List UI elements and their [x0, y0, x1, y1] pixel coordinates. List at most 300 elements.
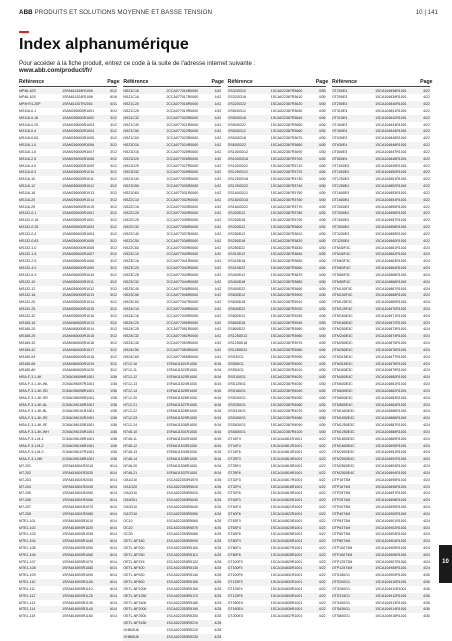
- cell-product-code[interactable]: 2CCA077041R0000: [166, 259, 199, 264]
- cell-product-code[interactable]: 1SCA022387R3890: [270, 286, 303, 291]
- cell-product-code[interactable]: 1SCA104897R1001: [375, 491, 407, 496]
- cell-product-code[interactable]: 1SCA104915R1001: [375, 614, 407, 619]
- cell-product-code[interactable]: 1SCA022387R4070: [270, 409, 303, 414]
- cell-product-code[interactable]: 1SCA104840R1001: [375, 102, 407, 107]
- cell-product-code[interactable]: 1SCA022353R5070: [166, 525, 198, 530]
- cell-product-code[interactable]: 1SCA022387R3910: [270, 300, 303, 305]
- cell-product-code[interactable]: 2CCA077047R0000: [166, 300, 199, 305]
- cell-product-code[interactable]: 1SCA022387R4090: [270, 423, 303, 428]
- cell-product-code[interactable]: 1SCA022387R3770: [270, 204, 303, 209]
- cell-product-code[interactable]: 1SCA104884R1001: [375, 402, 407, 407]
- cell-product-code[interactable]: 1SCA022387R3990: [270, 354, 303, 359]
- cell-product-code[interactable]: 1SCA104857R1001: [375, 218, 407, 223]
- cell-product-code[interactable]: 1SCA022387R4040: [270, 388, 303, 393]
- cell-product-code[interactable]: 1SCA104850R1001: [375, 170, 407, 175]
- cell-product-code[interactable]: 1SFA616001R2060: [62, 498, 94, 503]
- cell-product-code[interactable]: 2CCA077019R0000: [166, 108, 199, 113]
- cell-product-code[interactable]: 1SAM350000R1006: [62, 245, 95, 250]
- cell-product-code[interactable]: 1SFA611525R1000: [166, 388, 198, 393]
- cell-product-code[interactable]: 1SCA022387R3630: [270, 108, 303, 113]
- cell-product-code[interactable]: 1SCA022387R3750: [270, 190, 303, 195]
- cell-product-code[interactable]: 1SCA104892R1001: [375, 457, 407, 462]
- cell-product-code[interactable]: 2CMA196100R1001: [62, 402, 95, 407]
- cell-product-code[interactable]: 1SCA022353R5060: [166, 518, 198, 523]
- cell-product-code[interactable]: 1SAM250000R1003: [62, 122, 95, 127]
- cell-product-code[interactable]: 1SAM350000R1011: [62, 279, 94, 284]
- cell-product-code[interactable]: 1SCA104852R1001: [375, 184, 407, 189]
- cell-product-code[interactable]: 1SAM460000R1020: [62, 368, 95, 373]
- cell-product-code[interactable]: 1SCA022353R5210: [166, 621, 198, 626]
- cell-product-code[interactable]: 2CMA196105R1001: [62, 436, 95, 441]
- cell-product-code[interactable]: 1SCA104869R1001: [375, 300, 407, 305]
- cell-product-code[interactable]: 1SCA104855R1001: [375, 204, 407, 209]
- cell-product-code[interactable]: 1SAM250000R1011: [62, 177, 94, 182]
- cell-product-code[interactable]: 2CCA077046R0000: [166, 293, 199, 298]
- cell-product-code[interactable]: 1SFA611523R1000: [166, 375, 198, 380]
- cell-product-code[interactable]: 1SCA022353R5010: [166, 484, 198, 489]
- cell-product-code[interactable]: 2CMA196101R1001: [62, 409, 95, 414]
- cell-product-code[interactable]: 1SFA616093R1080: [62, 566, 94, 571]
- cell-product-code[interactable]: 2CMA196106R1001: [62, 443, 95, 448]
- cell-product-code[interactable]: 1SCA022353R5160: [166, 586, 198, 591]
- cell-product-code[interactable]: 2CCA077023R0000: [166, 136, 199, 141]
- cell-product-code[interactable]: 1SAM460000R1018: [62, 354, 95, 359]
- cell-product-code[interactable]: 1SFA616093R1110: [62, 586, 93, 591]
- cell-product-code[interactable]: 1SCA104913R1001: [375, 600, 407, 605]
- cell-product-code[interactable]: 1SCA022387R3860: [270, 266, 303, 271]
- cell-product-code[interactable]: 2CCA077017R0000: [166, 95, 199, 100]
- cell-product-code[interactable]: 1SFA616093R1130: [62, 600, 93, 605]
- cell-product-code[interactable]: 1SFA611521R1000: [166, 361, 198, 366]
- cell-product-code[interactable]: 1SCA022353R5040: [166, 505, 198, 510]
- cell-product-code[interactable]: 1SCA022387R3840: [270, 252, 303, 257]
- product-url-link[interactable]: www.abb.com/product/fr/: [19, 67, 92, 75]
- cell-product-code[interactable]: 1SCA104838R1001: [375, 88, 407, 93]
- cell-product-code[interactable]: 1SCA104825R1001: [270, 532, 303, 537]
- cell-product-code[interactable]: 1SCA104854R1001: [375, 197, 407, 202]
- cell-product-code[interactable]: 1SCA022353R5230: [166, 634, 198, 639]
- cell-product-code[interactable]: 1SCA104833R1001: [270, 586, 303, 591]
- cell-product-code[interactable]: 2CMA196102R1001: [62, 416, 95, 421]
- cell-product-code[interactable]: 1SCA104886R1001: [375, 416, 407, 421]
- cell-product-code[interactable]: 1SCA104899R1001: [375, 505, 407, 510]
- cell-product-code[interactable]: 2CMA196103R1001: [62, 423, 95, 428]
- cell-product-code[interactable]: 1SFA616001R2040: [62, 484, 94, 489]
- cell-product-code[interactable]: 1SCA022353R5120: [166, 559, 198, 564]
- cell-product-code[interactable]: 1SCA104847R1001: [375, 149, 407, 154]
- cell-product-code[interactable]: 1SCA022353R4970: [166, 477, 198, 482]
- cell-product-code[interactable]: 1SAM460000R1019: [62, 361, 95, 366]
- cell-product-code[interactable]: 1SCA022387R3610: [270, 95, 303, 100]
- cell-product-code[interactable]: 1SFA616001R2070: [62, 505, 94, 510]
- cell-product-code[interactable]: 1SAM350000R1003: [62, 225, 95, 230]
- cell-product-code[interactable]: 1SCA104865R1001: [375, 272, 407, 277]
- cell-product-code[interactable]: 1SCA022387R3880: [270, 279, 303, 284]
- cell-product-code[interactable]: 1SCA022387R3930: [270, 313, 303, 318]
- cell-product-code[interactable]: 1SCA022353R5110: [166, 552, 198, 557]
- cell-product-code[interactable]: 1SFA611522R1000: [166, 368, 198, 373]
- cell-product-code[interactable]: 1SCA104866R1001: [375, 279, 407, 284]
- cell-product-code[interactable]: 1SFA611530R1000: [166, 423, 198, 428]
- cell-product-code[interactable]: 2CCA077052R0000: [166, 334, 199, 339]
- cell-product-code[interactable]: 1SCA104910R1001: [375, 580, 407, 585]
- cell-product-code[interactable]: 1SCA022387R3810: [270, 231, 303, 236]
- cell-product-code[interactable]: 1SCA104900R1001: [375, 511, 407, 516]
- cell-product-code[interactable]: 1SCA022387R3700: [270, 156, 303, 161]
- cell-product-code[interactable]: 1SCA104862R1001: [375, 252, 407, 257]
- cell-product-code[interactable]: 1SCA104821R1001: [270, 505, 303, 510]
- cell-product-code[interactable]: 1SFA611518R1006: [62, 88, 93, 93]
- cell-product-code[interactable]: 1SCA104863R1001: [375, 259, 407, 264]
- cell-product-code[interactable]: 1SCA022387R3640: [270, 115, 303, 120]
- cell-product-code[interactable]: 2CCA077028R0000: [166, 170, 199, 175]
- cell-product-code[interactable]: 1SAM250000R1009: [62, 163, 95, 168]
- cell-product-code[interactable]: 1SFA611528R1000: [166, 409, 198, 414]
- cell-product-code[interactable]: 1SFA611531R1000: [166, 429, 198, 434]
- cell-product-code[interactable]: 1SCA104909R1001: [375, 573, 407, 578]
- cell-product-code[interactable]: 1SCA022353R5150: [166, 580, 198, 585]
- cell-product-code[interactable]: 1SCA104901R1001: [375, 518, 407, 523]
- cell-product-code[interactable]: 1SCA022353R5200: [166, 614, 198, 619]
- cell-product-code[interactable]: 1SCA022387R4060: [270, 402, 303, 407]
- cell-product-code[interactable]: 1SCA104890R1001: [375, 443, 407, 448]
- cell-product-code[interactable]: 1SFA611527R2001: [62, 102, 93, 107]
- cell-product-code[interactable]: 1SFA616093R1010: [62, 518, 94, 523]
- cell-product-code[interactable]: 1SCA104828R1001: [270, 552, 303, 557]
- cell-product-code[interactable]: 1SCA022387R3850: [270, 259, 303, 264]
- cell-product-code[interactable]: 1SFA611526R1000: [166, 395, 198, 400]
- cell-product-code[interactable]: 1SCA104864R1001: [375, 266, 407, 271]
- cell-product-code[interactable]: 1SCA022387R4100: [270, 429, 303, 434]
- cell-product-code[interactable]: 1SCA104844R1001: [375, 129, 407, 134]
- cell-product-code[interactable]: 1SCA022353R5190: [166, 607, 198, 612]
- cell-product-code[interactable]: 1SCA104868R1001: [375, 293, 407, 298]
- cell-product-code[interactable]: 1SCA104891R1001: [375, 450, 407, 455]
- cell-product-code[interactable]: 1SCA104823R1001: [270, 518, 303, 523]
- cell-product-code[interactable]: 1SFA611535R1000: [166, 457, 198, 462]
- cell-product-code[interactable]: 1SCA022387R3800: [270, 225, 303, 230]
- cell-product-code[interactable]: 2CCA077032R0000: [166, 197, 199, 202]
- cell-product-code[interactable]: 1SCA022387R4050: [270, 395, 303, 400]
- cell-product-code[interactable]: 1SCA104842R1001: [375, 115, 407, 120]
- cell-product-code[interactable]: 1SFA616001R2020: [62, 470, 94, 475]
- cell-product-code[interactable]: 2CMA196099R1001: [62, 395, 95, 400]
- cell-product-code[interactable]: 1SCA104870R1001: [375, 307, 407, 311]
- cell-product-code[interactable]: 1SCA104902R1001: [375, 525, 407, 530]
- cell-product-code[interactable]: 1SCA104820R1001: [270, 498, 303, 503]
- cell-product-code[interactable]: 1SAM350000R1002: [62, 218, 95, 223]
- cell-product-code[interactable]: 1SFA616001R2030: [62, 477, 94, 482]
- cell-product-code[interactable]: 2CCA077055R0000: [166, 354, 199, 359]
- cell-product-code[interactable]: 1SCA022353R5140: [166, 573, 198, 578]
- cell-product-code[interactable]: 1SCA104841R1001: [375, 108, 407, 113]
- cell-product-code[interactable]: 1SCA104846R1001: [375, 143, 407, 148]
- cell-product-code[interactable]: 1SFA616093R1090: [62, 573, 94, 578]
- cell-product-code[interactable]: 2CCA077024R0000: [166, 143, 199, 148]
- cell-product-code[interactable]: 1SCA104885R1001: [375, 409, 407, 414]
- cell-product-code[interactable]: 1SCA104893R1001: [375, 464, 407, 469]
- cell-product-code[interactable]: 1SCA104831R1001: [270, 573, 303, 578]
- cell-product-code[interactable]: 1SFA616093R1030: [62, 532, 94, 537]
- cell-product-code[interactable]: 1SCA022387R3920: [270, 307, 303, 311]
- cell-product-code[interactable]: 1SAM350000R1012: [62, 286, 95, 291]
- cell-product-code[interactable]: 1SCA104815R1001: [270, 464, 303, 469]
- cell-product-code[interactable]: 1SCA104872R1001: [375, 320, 407, 325]
- cell-product-code[interactable]: 1SCA104861R1001: [375, 245, 407, 250]
- cell-product-code[interactable]: 1SFA611532R1000: [166, 436, 198, 441]
- cell-product-code[interactable]: 1SAM460000R1017: [62, 347, 95, 352]
- cell-product-code[interactable]: 1SAM460000R1015: [62, 334, 95, 339]
- cell-product-code[interactable]: 1SAM250000R1006: [62, 143, 95, 148]
- cell-product-code[interactable]: 1SFA616001R2080: [62, 511, 94, 516]
- cell-product-code[interactable]: 2CMA196097R1001: [62, 382, 95, 387]
- cell-product-code[interactable]: 1SCA104824R1001: [270, 525, 303, 530]
- cell-product-code[interactable]: 1SFA611537R1000: [166, 470, 198, 475]
- cell-product-code[interactable]: 1SFA616001R2010: [62, 464, 94, 469]
- cell-product-code[interactable]: 2CCA077043R0000: [166, 272, 199, 277]
- cell-product-code[interactable]: 1SAM460000R1013: [62, 320, 95, 325]
- cell-product-code[interactable]: 1SAM250000R1015: [62, 204, 95, 209]
- cell-product-code[interactable]: 1SCA022387R3600: [270, 88, 303, 93]
- cell-product-code[interactable]: 1SFA616093R1020: [62, 525, 94, 530]
- cell-product-code[interactable]: 2CCA077039R0000: [166, 245, 199, 250]
- cell-product-code[interactable]: 1SAM250000R1001: [62, 108, 95, 113]
- cell-product-code[interactable]: 1SCA104817R1001: [270, 477, 303, 482]
- cell-product-code[interactable]: 1SCA104895R1001: [375, 477, 407, 482]
- cell-product-code[interactable]: 1SCA104853R1001: [375, 190, 407, 195]
- cell-product-code[interactable]: 1SCA104829R1001: [270, 559, 303, 564]
- cell-product-code[interactable]: 1SCA104834R1001: [270, 593, 303, 598]
- cell-product-code[interactable]: 1SFA616093R1120: [62, 593, 93, 598]
- cell-product-code[interactable]: 2CMA196108R1001: [62, 457, 95, 462]
- cell-product-code[interactable]: 1SAM460000R1016: [62, 341, 95, 346]
- cell-product-code[interactable]: 1SCA022353R5020: [166, 491, 198, 496]
- cell-product-code[interactable]: 1SCA104826R1001: [270, 539, 303, 544]
- cell-product-code[interactable]: 2CCA077036R0000: [166, 225, 199, 230]
- cell-product-code[interactable]: 1SCA022353R5030: [166, 498, 198, 503]
- cell-product-code[interactable]: 1SCA022387R3940: [270, 320, 303, 325]
- cell-product-code[interactable]: 1SCA104871R1001: [375, 313, 407, 318]
- cell-product-code[interactable]: 1SCA022387R3820: [270, 238, 303, 243]
- cell-product-code[interactable]: 1SCA104898R1001: [375, 498, 407, 503]
- cell-product-code[interactable]: 1SCA104814R1001: [270, 457, 303, 462]
- cell-product-code[interactable]: 2CCA077051R0000: [166, 327, 199, 332]
- cell-product-code[interactable]: 2CCA077033R0000: [166, 204, 199, 209]
- cell-product-code[interactable]: 1SCA104883R1001: [375, 395, 407, 400]
- cell-product-code[interactable]: 1SCA104888R1001: [375, 429, 407, 434]
- cell-product-code[interactable]: 1SCA104914R1001: [375, 607, 407, 612]
- cell-product-code[interactable]: 2CCA077048R0000: [166, 307, 199, 311]
- cell-product-code[interactable]: 1SCA022387R3780: [270, 211, 303, 216]
- cell-product-code[interactable]: 1SAM350000R1001: [62, 211, 95, 216]
- cell-product-code[interactable]: 1SFA611527R1000: [166, 402, 198, 407]
- cell-product-code[interactable]: 1SCA104818R1001: [270, 484, 303, 489]
- cell-product-code[interactable]: 1SCA022353R5100: [166, 545, 198, 550]
- cell-product-code[interactable]: 2CCA077022R0000: [166, 129, 199, 134]
- cell-product-code[interactable]: 1SCA022387R3670: [270, 136, 303, 141]
- cell-product-code[interactable]: 1SCA022387R3790: [270, 218, 303, 223]
- cell-product-code[interactable]: 2CMA196096R1001: [62, 375, 95, 380]
- cell-product-code[interactable]: 1SAM250000R1012: [62, 184, 95, 189]
- cell-product-code[interactable]: 1SCA022387R4000: [270, 361, 303, 366]
- cell-product-code[interactable]: 1SCA104832R1001: [270, 580, 303, 585]
- cell-product-code[interactable]: 1SFA611536R1000: [166, 464, 198, 469]
- cell-product-code[interactable]: 1SCA104876R1001: [375, 347, 407, 352]
- cell-product-code[interactable]: 1SCA104906R1001: [375, 552, 407, 557]
- cell-product-code[interactable]: 1SCA104889R1001: [375, 436, 407, 441]
- cell-product-code[interactable]: 2CMA196104R1001: [62, 429, 95, 434]
- cell-product-code[interactable]: 1SAM350000R1015: [62, 307, 95, 311]
- cell-product-code[interactable]: 1SCA104849R1001: [375, 163, 407, 168]
- cell-product-code[interactable]: 2CCA077029R0000: [166, 177, 199, 182]
- cell-product-code[interactable]: 1SCA022387R3950: [270, 327, 303, 332]
- cell-product-code[interactable]: 1SAM350000R1013: [62, 293, 95, 298]
- cell-product-code[interactable]: 1SFA611529R1000: [166, 416, 198, 421]
- cell-product-code[interactable]: 1SAM350000R1016: [62, 313, 95, 318]
- cell-product-code[interactable]: 1SAM350000R1009: [62, 266, 95, 271]
- cell-product-code[interactable]: 1SAM350000R1010: [62, 272, 95, 277]
- cell-product-code[interactable]: 1SCA104905R1001: [375, 545, 407, 550]
- cell-product-code[interactable]: 1SAM350000R1008: [62, 259, 95, 264]
- cell-product-code[interactable]: 1SCA022387R3980: [270, 347, 303, 352]
- cell-product-code[interactable]: 1SCA104867R1001: [375, 286, 407, 291]
- cell-product-code[interactable]: 1SAM460000R1014: [62, 327, 95, 332]
- cell-product-code[interactable]: 1SCA104812R1001: [270, 443, 303, 448]
- cell-product-code[interactable]: 1SCA022387R3740: [270, 184, 303, 189]
- cell-product-code[interactable]: 1SCA104860R1001: [375, 238, 407, 243]
- cell-product-code[interactable]: 2CCA077018R0000: [166, 102, 199, 107]
- cell-product-code[interactable]: 1SAM350000R1005: [62, 238, 95, 243]
- cell-product-code[interactable]: 2CCA077054R0000: [166, 347, 199, 352]
- cell-product-code[interactable]: 1SFA611524R1000: [166, 382, 198, 387]
- cell-product-code[interactable]: 1SFA616093R1070: [62, 559, 94, 564]
- cell-product-code[interactable]: 2CCA077038R0000: [166, 238, 199, 243]
- cell-product-code[interactable]: 1SCA104878R1001: [375, 361, 407, 366]
- cell-product-code[interactable]: 1SCA022387R3760: [270, 197, 303, 202]
- cell-product-code[interactable]: 1SAM350000R1007: [62, 252, 95, 257]
- cell-product-code[interactable]: 2CCA077020R0000: [166, 115, 199, 120]
- cell-product-code[interactable]: 1SCA104882R1001: [375, 388, 407, 393]
- cell-product-code[interactable]: 1SCA104819R1001: [270, 491, 303, 496]
- cell-product-code[interactable]: 1SFA611534R1000: [166, 450, 198, 455]
- cell-product-code[interactable]: 1SAM250000R1008: [62, 156, 95, 161]
- cell-product-code[interactable]: 2CCA077044R0000: [166, 279, 199, 284]
- cell-product-code[interactable]: 1SCA104843R1001: [375, 122, 407, 127]
- cell-product-code[interactable]: 1SCA104881R1001: [375, 382, 407, 387]
- cell-product-code[interactable]: 1SCA104845R1001: [375, 136, 407, 141]
- cell-product-code[interactable]: 1SAM250000R1007: [62, 149, 95, 154]
- cell-product-code[interactable]: 1SCA104873R1001: [375, 327, 407, 332]
- cell-product-code[interactable]: 1SAM250000R1005: [62, 136, 95, 141]
- cell-product-code[interactable]: 1SCA022387R3830: [270, 245, 303, 250]
- cell-product-code[interactable]: 1SCA104848R1001: [375, 156, 407, 161]
- cell-product-code[interactable]: 1SAM250000R1010: [62, 170, 95, 175]
- cell-product-code[interactable]: 1SCA022387R3870: [270, 272, 303, 277]
- cell-product-code[interactable]: 1SCA022387R4030: [270, 382, 303, 387]
- cell-product-code[interactable]: 2CCA077040R0000: [166, 252, 199, 257]
- cell-product-code[interactable]: 1SCA022353R5170: [166, 593, 198, 598]
- cell-product-code[interactable]: 1SAM250000R1013: [62, 190, 95, 195]
- cell-product-code[interactable]: 1SCA104836R1001: [270, 607, 303, 612]
- cell-product-code[interactable]: 2CCA077049R0000: [166, 313, 199, 318]
- cell-product-code[interactable]: 1SCA104911R1001: [375, 586, 407, 591]
- cell-product-code[interactable]: 1SCA104874R1001: [375, 334, 407, 339]
- cell-product-code[interactable]: 1SCA022387R3690: [270, 149, 303, 154]
- cell-product-code[interactable]: 1SCA022387R3730: [270, 177, 303, 182]
- cell-product-code[interactable]: 1SFA611524R1006: [62, 95, 93, 100]
- cell-product-code[interactable]: 1SCA022353R5050: [166, 511, 198, 516]
- cell-product-code[interactable]: 1SCA104908R1001: [375, 566, 407, 571]
- cell-product-code[interactable]: 1SCA022387R3900: [270, 293, 303, 298]
- cell-product-code[interactable]: 2CCA077037R0000: [166, 231, 199, 236]
- cell-product-code[interactable]: 1SCA104904R1001: [375, 539, 407, 544]
- cell-product-code[interactable]: 1SCA104813R1001: [270, 450, 303, 455]
- cell-product-code[interactable]: 1SCA104822R1001: [270, 511, 303, 516]
- cell-product-code[interactable]: 1SCA104839R1001: [375, 95, 407, 100]
- cell-product-code[interactable]: 2CCA077042R0000: [166, 266, 199, 271]
- cell-product-code[interactable]: 1SCA022387R3650: [270, 122, 303, 127]
- cell-product-code[interactable]: 2CMA196098R1001: [62, 388, 95, 393]
- cell-product-code[interactable]: 1SCA022387R3660: [270, 129, 303, 134]
- cell-product-code[interactable]: 1SCA022387R4080: [270, 416, 303, 421]
- cell-product-code[interactable]: 1SCA104912R1001: [375, 593, 407, 598]
- cell-product-code[interactable]: 1SAM250000R1002: [62, 115, 95, 120]
- cell-product-code[interactable]: 1SCA022387R4020: [270, 375, 303, 380]
- cell-product-code[interactable]: 1SCA104907R1001: [375, 559, 407, 564]
- cell-product-code[interactable]: 1SCA104879R1001: [375, 368, 407, 373]
- cell-product-code[interactable]: 1SCA022387R3970: [270, 341, 303, 346]
- cell-product-code[interactable]: 2CCA077035R0000: [166, 218, 199, 223]
- cell-product-code[interactable]: 1SAM250000R1014: [62, 197, 95, 202]
- cell-product-code[interactable]: 1SCA104903R1001: [375, 532, 407, 537]
- cell-product-code[interactable]: 1SCA104827R1001: [270, 545, 303, 550]
- cell-product-code[interactable]: 1SFA616093R1140: [62, 607, 93, 612]
- cell-product-code[interactable]: 1SCA104894R1001: [375, 470, 407, 475]
- cell-product-code[interactable]: 1SFA616093R1060: [62, 552, 94, 557]
- cell-product-code[interactable]: 1SCA104811R1001: [270, 436, 303, 441]
- cell-product-code[interactable]: 1SCA104858R1001: [375, 225, 407, 230]
- cell-product-code[interactable]: 1SAM350000R1014: [62, 300, 95, 305]
- cell-product-code[interactable]: 1SCA022387R3710: [270, 163, 303, 168]
- cell-product-code[interactable]: 1SCA022353R5220: [166, 627, 198, 632]
- cell-product-code[interactable]: 2CCA077026R0000: [166, 156, 199, 161]
- cell-product-code[interactable]: 1SCA022387R3680: [270, 143, 303, 148]
- cell-product-code[interactable]: 2CCA077027R0000: [166, 163, 199, 168]
- cell-product-code[interactable]: 1SCA022387R3620: [270, 102, 303, 107]
- cell-product-code[interactable]: 1SCA104875R1001: [375, 341, 407, 346]
- cell-product-code[interactable]: 2CMA196107R1001: [62, 450, 95, 455]
- cell-product-code[interactable]: 2CCA077045R0000: [166, 286, 199, 291]
- cell-product-code[interactable]: 1SCA104896R1001: [375, 484, 407, 489]
- cell-product-code[interactable]: 1SCA022387R4010: [270, 368, 303, 373]
- cell-product-code[interactable]: 1SFA616093R1040: [62, 539, 94, 544]
- cell-product-code[interactable]: 1SCA022353R5090: [166, 539, 198, 544]
- cell-product-code[interactable]: 1SCA022387R3720: [270, 170, 303, 175]
- cell-product-code[interactable]: 2CCA077034R0000: [166, 211, 199, 216]
- cell-product-code[interactable]: 1SCA022353R5180: [166, 600, 198, 605]
- cell-product-code[interactable]: 1SCA104851R1001: [375, 177, 407, 182]
- cell-product-code[interactable]: 2CCA077016R0000: [166, 88, 199, 93]
- cell-product-code[interactable]: 1SCA104887R1001: [375, 423, 407, 428]
- cell-product-code[interactable]: 1SCA022353R5080: [166, 532, 198, 537]
- cell-product-code[interactable]: 1SFA616093R1050: [62, 545, 94, 550]
- cell-product-code[interactable]: 2CCA077025R0000: [166, 149, 199, 154]
- cell-product-code[interactable]: 1SCA104816R1001: [270, 470, 303, 475]
- cell-product-code[interactable]: 1SCA022387R3960: [270, 334, 303, 339]
- cell-product-code[interactable]: 2CCA077021R0000: [166, 122, 199, 127]
- cell-product-code[interactable]: 1SCA104856R1001: [375, 211, 407, 216]
- cell-product-code[interactable]: 1SFA611533R1000: [166, 443, 198, 448]
